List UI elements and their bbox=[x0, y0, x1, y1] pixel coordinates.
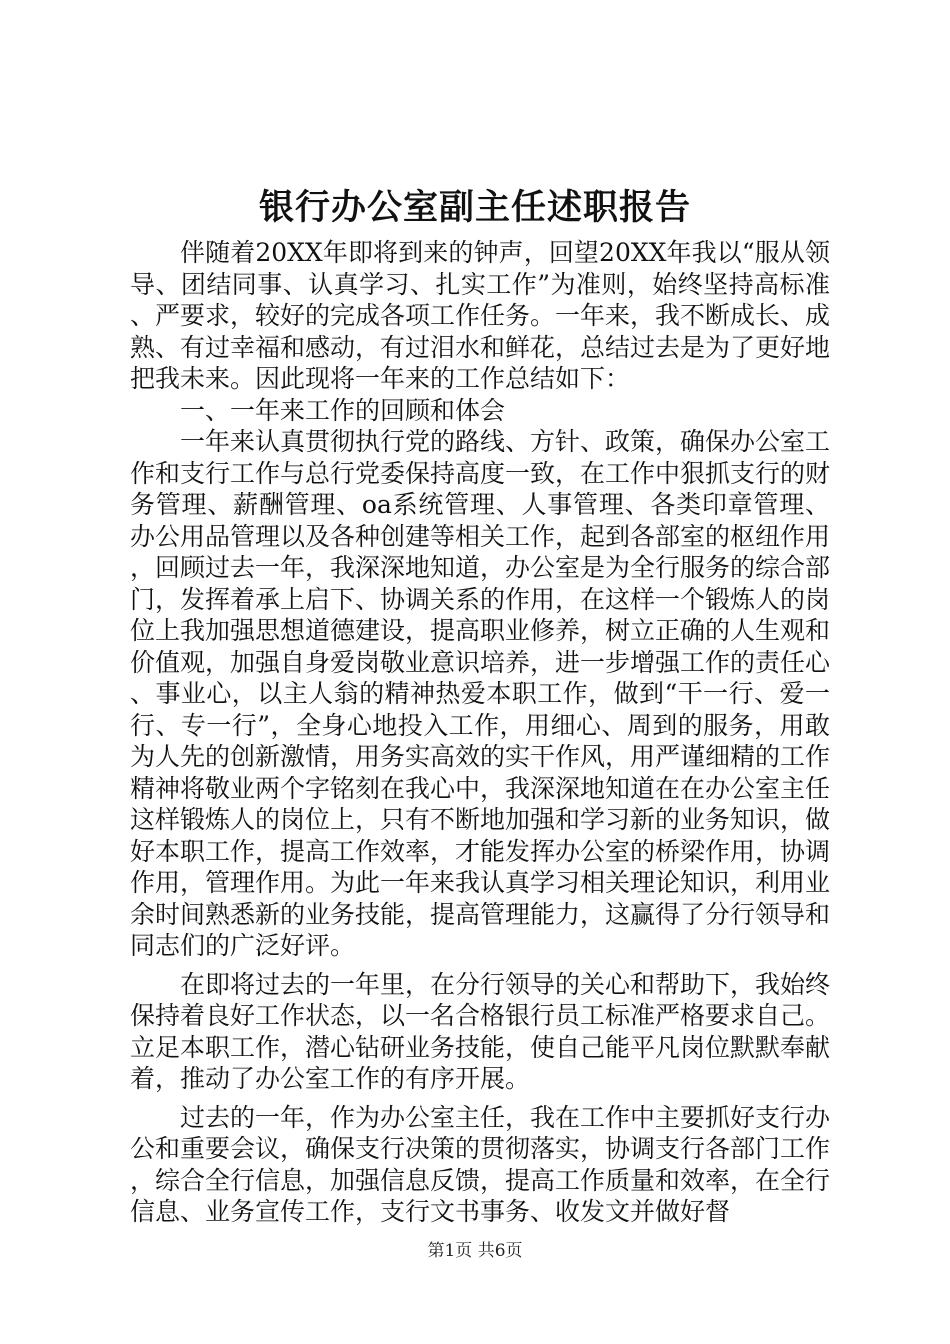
section-heading: 一、一年来工作的回顾和体会 bbox=[180, 395, 506, 425]
office-duties-paragraph: 过去的一年，作为办公室主任，我在工作中主要抓好支行办公和重要会议，确保支行决策的贯彻落实，协调支行各部门工作，综合全行信息，加强信息反馈，提高工作质量和效率，在全行信息、业务宣传工作，支行文书事务、收发文并做好督 bbox=[130, 1102, 831, 1226]
document-title: 银行办公室副主任述职报告 bbox=[258, 187, 691, 228]
work-review-paragraph: 一年来认真贯彻执行党的路线、方针、政策，确保办公室工作和支行工作与总行党委保持高度一致，在工作中狠抓支行的财务管理、薪酬管理、oa系统管理、人事管理、各类印章管理、办公用品管理以及各种创建等相关工作，起到各部室的枢纽作用，回顾过去一年，我深深地知道，办公室是为全行服务的综合部门，发挥着承上启下、协调关系的作用，在这样一个锻炼人的岗位上我加强思想道德建设，提高职业修养，树立正确的人生观和价值观，加强自身爱岗敬业意识培养，进一步增强工作的责任心、事业心，以主人翁的精神热爱本职工作，做到“干一行、爱一行、专一行”，全身心地投入工作，用细心、周到的服务，用敢为人先的创新激情，用务实高效的实干作风，用严谨细精的工作精神将敬业两个字铭刻在我心中，我深深地知道在在办公室主任这样锻炼人的岗位上，只有不断地加强和学习新的业务知识，做好本职工作，提高工作效率，才能发挥办公室的桥梁作用，协调作用，管理作用。为此一年来我认真学习相关理论知识，利用业余时间熟悉新的业务技能，提高管理能力，这赢得了分行领导和同志们的广泛好评。 bbox=[130, 427, 831, 960]
work-status-paragraph: 在即将过去的一年里，在分行领导的关心和帮助下，我始终保持着良好工作状态，以一名合格银行员工标准严格要求自己。立足本职工作，潜心钻研业务技能，使自己能平凡岗位默默奉献着，推动了办公室工作的有序开展。 bbox=[130, 969, 831, 1093]
page-number-footer: 第1页 共6页 bbox=[427, 1241, 523, 1261]
intro-paragraph: 伴随着20XX年即将到来的钟声，回望20XX年我以“服从领导、团结同事、认真学习、扎实工作”为准则，始终坚持高标准、严要求，较好的完成各项工作任务。一年来，我不断成长、成熟、有过幸福和感动，有过泪水和鲜花，总结过去是为了更好地把我未来。因此现将一年来的工作总结如下： bbox=[130, 238, 831, 393]
document-body bbox=[130, 237, 830, 1228]
